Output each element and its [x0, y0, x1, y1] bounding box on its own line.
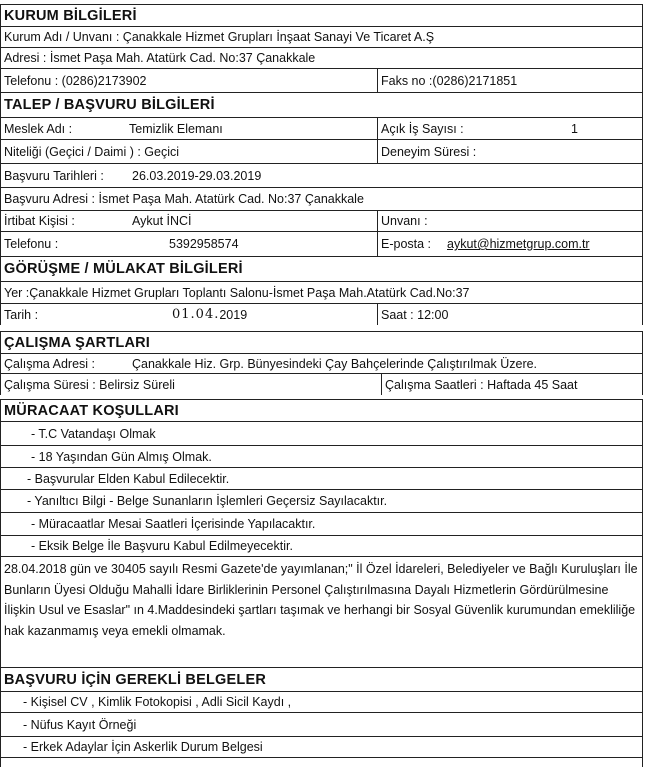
gorusme-heading: GÖRÜŞME / MÜLAKAT BİLGİLERİ: [4, 261, 243, 277]
list-item: [0, 512, 643, 535]
talep-irtibat-row: [0, 210, 643, 231]
section-heading-kurum: [0, 4, 643, 26]
muracaat-item: - 18 Yaşından Gün Almış Olmak.: [31, 449, 212, 464]
calisma-adres-label: Çalışma Adresi :: [4, 356, 96, 371]
muracaat-item: - Yanıltıcı Bilgi - Belge Sunanların İşlemleri Geçersiz Sayılacaktır.: [27, 494, 388, 508]
kurum-faks: Faks no :(0286)2171851: [377, 69, 642, 92]
list-item: [0, 736, 643, 757]
meslek-value: Temizlik Elemanı: [129, 121, 223, 136]
list-item: [0, 535, 643, 556]
gorusme-tarih-year: 2019: [219, 307, 248, 322]
calisma-adres-value: Çanakkale Hiz. Grp. Bünyesindeki Çay Bahçelerinde Çalıştırılmak Üzere.: [132, 356, 538, 371]
calisma-suresi: Çalışma Süresi : Belirsiz Süreli: [4, 377, 175, 392]
list-item: [0, 467, 643, 489]
irtibat-value: Aykut İNCİ: [132, 214, 192, 228]
section-heading-belgeler: [0, 667, 643, 691]
muracaat-item: - Eksik Belge İle Başvuru Kabul Edilmeyecektir.: [31, 539, 293, 553]
belgeler-heading: BAŞVURU İÇİN GEREKLİ BELGELER: [4, 671, 266, 688]
empty-row: [0, 757, 643, 767]
niteligi: Niteliği (Geçici / Daimi ) : Geçici: [4, 144, 180, 159]
basvuru-tarih-value: 26.03.2019-29.03.2019: [132, 168, 262, 183]
irtibat-label: İrtibat Kişisi :: [4, 214, 75, 228]
eposta-label: E-posta :: [381, 237, 432, 251]
muracaat-paragraph: 28.04.2018 gün ve 30405 sayılı Resmi Gazete'de yayımlanan;" İl Özel İdareleri, Belediyeler ve Bağlı Kuruluşları İle Bunların Üyesi Olduğu Mahalli İdare Birliklerinin Personel Çalıştırılmasına Dayalı Hizmetlerin Gördürülmesine İlişkin Usul ve Esaslar" ın 4.Maddesindeki şartları taşımak ve herhangi bir Sosyal Güvenlik kurumundan emekliliğe hak kazanmamış veya emekli olmamak.: [0, 556, 643, 667]
section-heading-calisma: [0, 331, 643, 353]
kurum-adres-row: [0, 47, 643, 68]
calisma-heading: ÇALIŞMA ŞARTLARI: [4, 334, 151, 351]
calisma-adres-row: [0, 353, 643, 373]
list-item: [0, 421, 643, 445]
calisma-sure-row: [0, 373, 643, 395]
basvuru-adres: Başvuru Adresi : İsmet Paşa Mah. Atatürk Cad. No:37 Çanakkale: [4, 192, 364, 206]
talep-nitelik-row: [0, 139, 643, 163]
kurum-telefon-row: [0, 68, 643, 92]
belge-item: - Kişisel CV , Kimlik Fotokopisi , Adli Sicil Kaydı ,: [23, 695, 292, 709]
talep-tarih-row: [0, 163, 643, 187]
kurum-telefon: Telefonu : (0286)2173902: [4, 73, 147, 88]
meslek-label: Meslek Adı :: [4, 121, 73, 136]
section-heading-muracaat: [0, 399, 643, 421]
unvani: Unvanı :: [377, 211, 642, 231]
acik-is-label: Açık İş Sayısı :: [381, 121, 464, 136]
gorusme-yer-row: [0, 281, 643, 303]
gorusme-saat: Saat : 12:00: [377, 304, 642, 325]
muracaat-item: - Müracaatlar Mesai Saatleri İçerisinde Yapılacaktır.: [31, 517, 316, 531]
muracaat-item: - T.C Vatandaşı Olmak: [31, 426, 156, 441]
section-heading-gorusme: [0, 256, 643, 281]
irtibat-telefon-value: 5392958574: [169, 237, 239, 251]
section-heading-talep: [0, 92, 643, 117]
deneyim-suresi: Deneyim Süresi :: [377, 140, 642, 163]
gorusme-yer: Yer :Çanakkale Hizmet Grupları Toplantı Salonu-İsmet Paşa Mah.Atatürk Cad.No:37: [4, 285, 470, 300]
belge-item: - Nüfus Kayıt Örneği: [23, 717, 137, 732]
irtibat-telefon-label: Telefonu :: [4, 237, 59, 251]
list-item: [0, 489, 643, 512]
gorusme-tarih-label: Tarih :: [4, 307, 39, 322]
muracaat-item: - Başvurular Elden Kabul Edilecektir.: [27, 471, 230, 486]
talep-meslek-row: [0, 117, 643, 139]
calisma-saatleri: Çalışma Saatleri : Haftada 45 Saat: [381, 374, 642, 395]
gorusme-tarih-row: [0, 303, 643, 325]
talep-adres-row: [0, 187, 643, 210]
muracaat-heading: MÜRACAAT KOŞULLARI: [4, 402, 179, 419]
acik-is-value: 1: [571, 121, 578, 136]
kurum-heading: KURUM BİLGİLERİ: [4, 7, 137, 24]
list-item: [0, 712, 643, 736]
kurum-unvan: Kurum Adı / Unvanı : Çanakkale Hizmet Grupları İnşaat Sanayi Ve Ticaret A.Ş: [4, 30, 435, 44]
basvuru-tarih-label: Başvuru Tarihleri :: [4, 168, 104, 183]
talep-telefon-row: [0, 231, 643, 256]
kurum-unvan-row: [0, 26, 643, 47]
list-item: [0, 691, 643, 712]
eposta-link[interactable]: aykut@hizmetgrup.com.tr: [447, 237, 590, 251]
gorusme-tarih-handwritten: 01.04.: [172, 307, 220, 322]
kurum-adres: Adresi : İsmet Paşa Mah. Atatürk Cad. No:37 Çanakkale: [4, 51, 316, 65]
talep-heading: TALEP / BAŞVURU BİLGİLERİ: [4, 97, 215, 113]
belge-item: - Erkek Adaylar İçin Askerlik Durum Belgesi: [23, 740, 263, 754]
list-item: [0, 445, 643, 467]
